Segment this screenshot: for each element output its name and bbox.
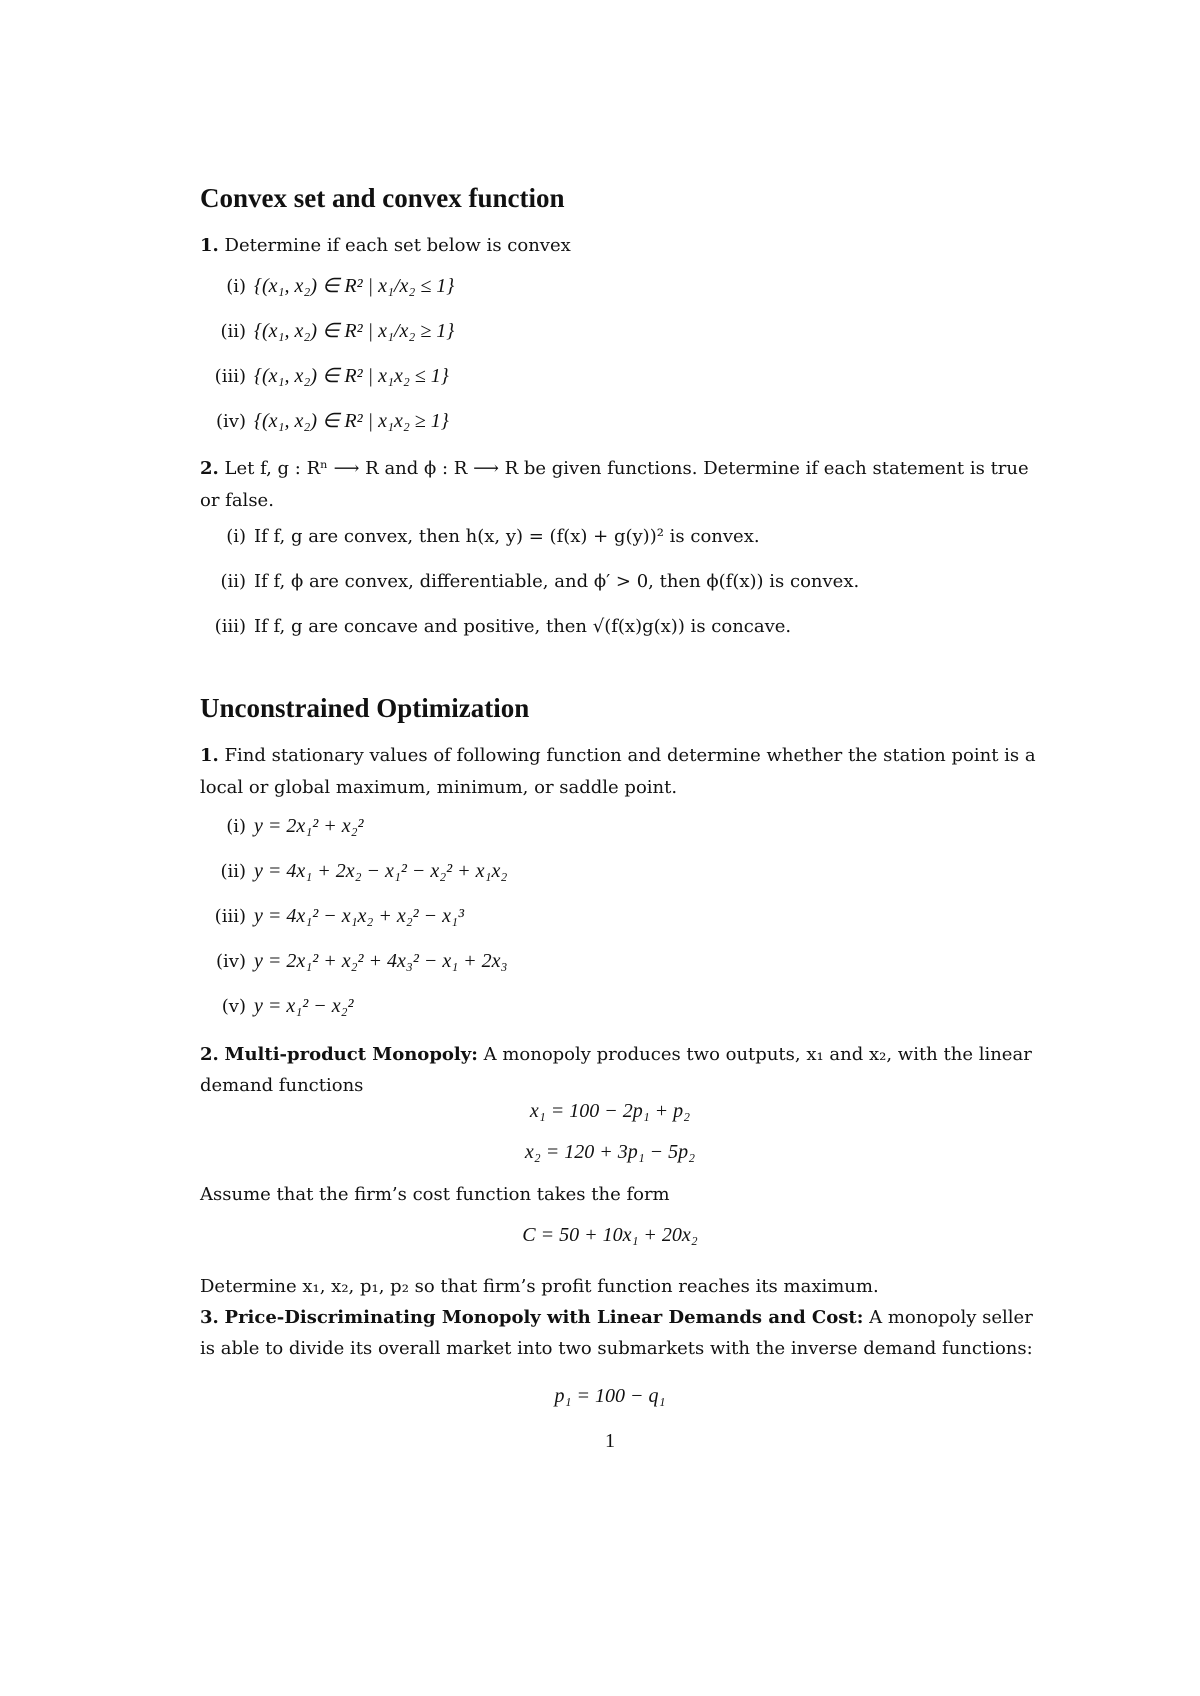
set-expression: {(x₁, x₂) ∈ R² | x₁/x₂ ≥ 1} <box>254 320 455 342</box>
question-text-line1: A monopoly produces two outputs, x₁ and x₂, with the linear <box>483 1044 1032 1065</box>
question-text-line2: demand functions <box>200 1075 364 1096</box>
item-label: (iii) <box>214 366 246 387</box>
item-label: (i) <box>226 526 246 547</box>
question-2-unconstrained <box>200 1038 1032 1071</box>
page-number: 1 <box>605 1430 615 1452</box>
function-expression: y = 2x₁² + x₂² + 4x₃² − x₁ + 2x₃ <box>254 950 508 972</box>
function-expression: y = 4x₁ + 2x₂ − x₁² − x₂² + x₁x₂ <box>254 860 508 882</box>
statement: If f, g are concave and positive, then √(f(x)g(x)) is concave. <box>254 616 792 637</box>
list-item <box>200 273 454 298</box>
question-1-unconstrained <box>200 739 1036 772</box>
question-text: Determine if each set below is convex <box>224 235 571 256</box>
section-title-convex: Convex set and convex function <box>200 183 565 213</box>
list-item <box>200 860 507 883</box>
question-text-line1: Let f, g : Rⁿ ⟶ R and ϕ : R ⟶ R be given functions. Determine if each statement is true <box>224 458 1029 479</box>
question-number: 3. <box>200 1307 219 1328</box>
question-number: 2. <box>200 1044 219 1065</box>
set-expression: {(x₁, x₂) ∈ R² | x₁x₂ ≥ 1} <box>254 410 449 432</box>
function-expression: y = 4x₁² − x₁x₂ + x₂² − x₁³ <box>254 905 464 927</box>
item-label: (ii) <box>220 571 246 592</box>
question-1-convex <box>200 229 571 262</box>
section-title-unconstrained: Unconstrained Optimization <box>200 693 530 723</box>
question-text-line1: A monopoly seller <box>869 1307 1033 1328</box>
item-label: (iv) <box>216 411 246 432</box>
list-item <box>200 408 449 433</box>
list-item <box>200 616 791 637</box>
question-3-unconstrained <box>200 1301 1033 1334</box>
question-number: 1. <box>200 235 219 256</box>
list-item <box>200 363 449 388</box>
item-label: (ii) <box>220 321 246 342</box>
list-item <box>200 526 760 547</box>
statement: If f, g are convex, then h(x, y) = (f(x) + g(y))² is convex. <box>254 526 760 547</box>
question-number: 2. <box>200 458 219 479</box>
item-label: (ii) <box>220 861 246 882</box>
list-item <box>200 905 464 928</box>
set-expression: {(x₁, x₂) ∈ R² | x₁/x₂ ≤ 1} <box>254 275 455 297</box>
set-expression: {(x₁, x₂) ∈ R² | x₁x₂ ≤ 1} <box>254 365 449 387</box>
question-heading: Price-Discriminating Monopoly with Linear Demands and Cost: <box>224 1307 864 1328</box>
question-heading: Multi-product Monopoly: <box>224 1044 478 1065</box>
statement: If f, ϕ are convex, differentiable, and ϕ′ > 0, then ϕ(f(x)) is convex. <box>254 571 860 592</box>
cost-equation: C = 50 + 10x₁ + 20x₂ <box>522 1224 698 1246</box>
list-item <box>200 950 508 973</box>
function-expression: y = 2x₁² + x₂² <box>254 815 364 837</box>
question-text-line1: Find stationary values of following function and determine whether the station point is a <box>224 745 1036 766</box>
item-label: (i) <box>226 276 246 297</box>
question-conclusion: Determine x₁, x₂, p₁, p₂ so that firm’s profit function reaches its maximum. <box>200 1276 879 1297</box>
item-label: (iii) <box>214 616 246 637</box>
question-text-line2: or false. <box>200 490 274 511</box>
list-item <box>200 318 454 343</box>
question-2-convex <box>200 452 1029 485</box>
list-item <box>200 995 354 1018</box>
item-label: (v) <box>221 996 246 1017</box>
function-expression: y = x₁² − x₂² <box>254 995 354 1017</box>
demand-equation-2: x₂ = 120 + 3p₁ − 5p₂ <box>524 1141 696 1163</box>
question-text-line2: is able to divide its overall market into two submarkets with the inverse demand functions: <box>200 1338 1033 1359</box>
item-label: (iii) <box>214 906 246 927</box>
document-page <box>200 0 1036 1696</box>
cost-intro: Assume that the firm’s cost function takes the form <box>200 1184 670 1205</box>
list-item <box>200 815 364 838</box>
inverse-demand-equation-1: p₁ = 100 − q₁ <box>554 1385 666 1407</box>
list-item <box>200 571 859 592</box>
item-label: (iv) <box>216 951 246 972</box>
demand-equation-1: x₁ = 100 − 2p₁ + p₂ <box>529 1100 691 1122</box>
question-number: 1. <box>200 745 219 766</box>
question-text-line2: local or global maximum, minimum, or saddle point. <box>200 777 678 798</box>
item-label: (i) <box>226 816 246 837</box>
